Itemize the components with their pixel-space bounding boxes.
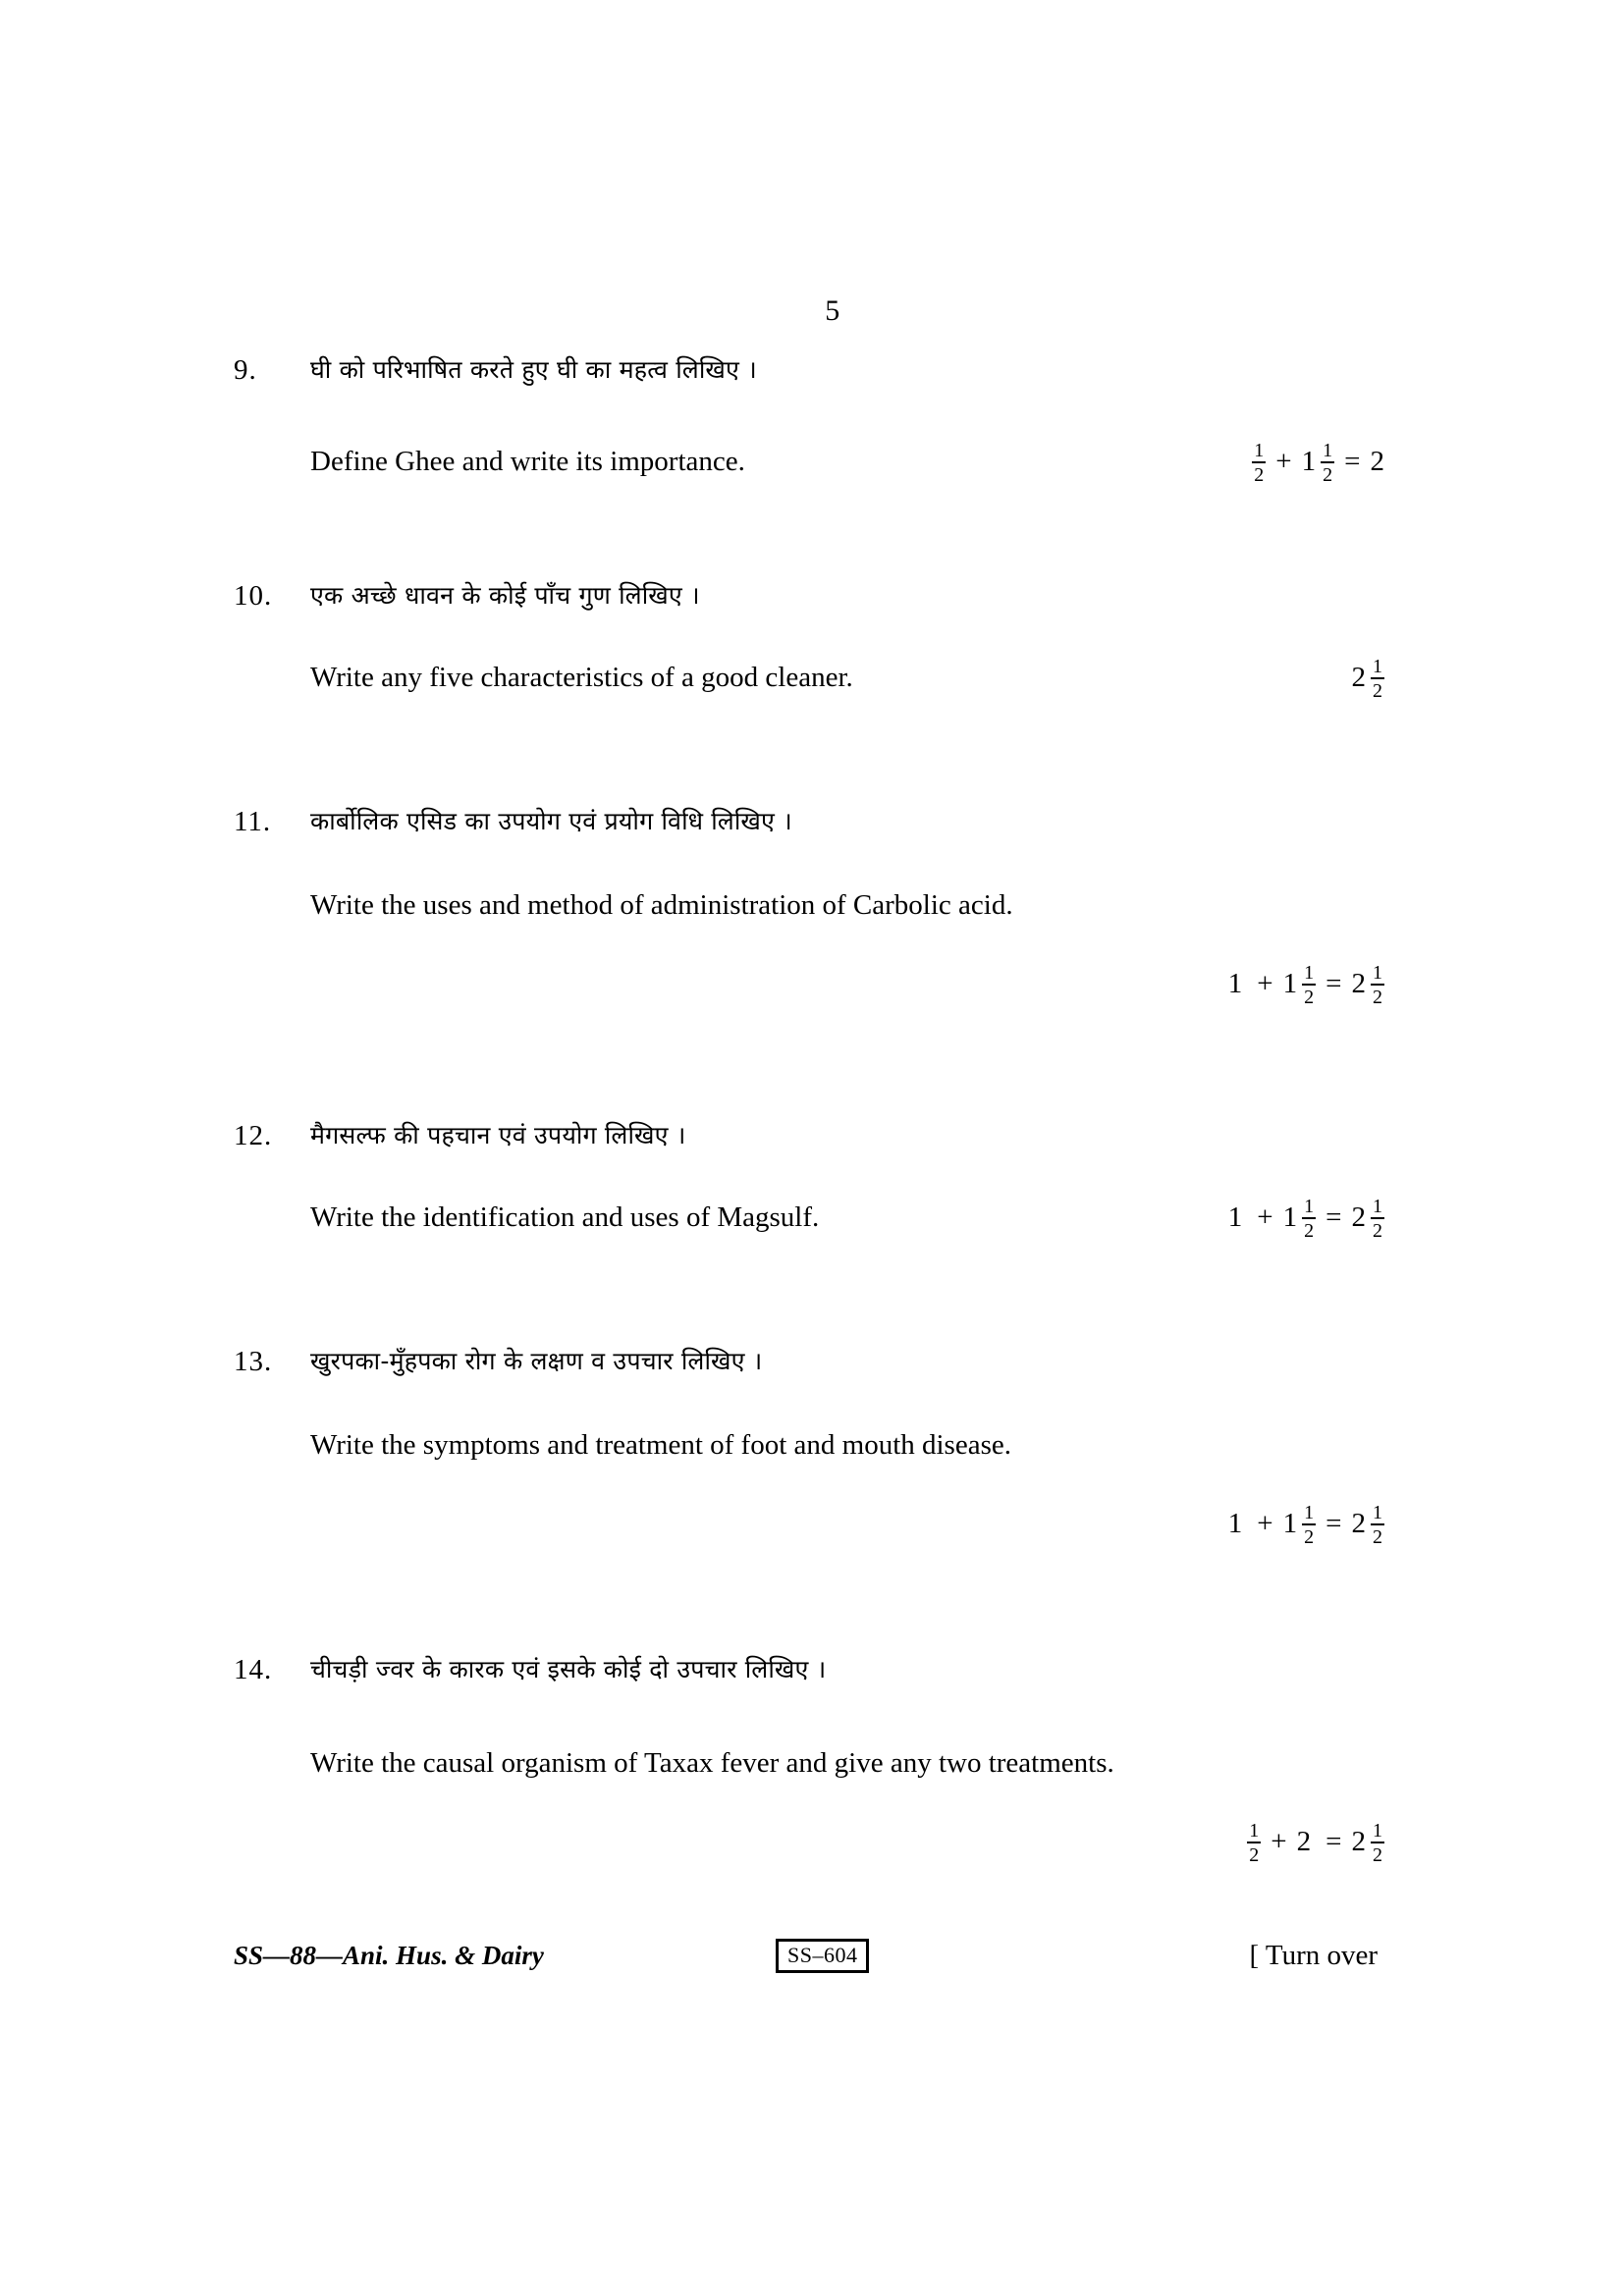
marks-row-13 — [234, 1502, 1432, 1546]
footer-boxed-code: SS–604 — [776, 1939, 869, 1973]
marks-equals: = — [1325, 968, 1342, 999]
fraction: $\frac{1}{2}$ — [1323, 439, 1333, 486]
marks-row-11 — [234, 962, 1432, 1006]
question-block-14 — [234, 1651, 1432, 1866]
marks-operator: + — [1271, 1826, 1287, 1857]
fraction: $\frac{1}{2}$ — [1254, 439, 1265, 486]
fraction: $\frac{1}{2}$ — [1373, 1195, 1382, 1242]
question-text-english-12: Write the identification and uses of Magsulf. — [310, 1201, 820, 1233]
marks-operator: + — [1275, 445, 1292, 477]
fraction: $\frac{1}{2}$ — [1373, 1820, 1382, 1866]
marks-result: 2 — [1351, 1826, 1366, 1857]
question-number-9: 9. — [234, 354, 257, 386]
marks-result: 2 — [1351, 1201, 1366, 1233]
footer-turn-over: [ Turn over — [1249, 1940, 1378, 1972]
question-number-13: 13. — [234, 1346, 273, 1377]
question-number-10: 10. — [234, 580, 273, 612]
fraction: $\frac{1}{2}$ — [1304, 962, 1315, 1008]
question-text-english-9: Define Ghee and write its importance. — [310, 445, 745, 477]
marks-whole: 1 — [1282, 1508, 1298, 1539]
marks-whole: 1 — [1301, 445, 1317, 477]
marks-whole: 1 — [1227, 1508, 1243, 1539]
marks-result: 2 — [1351, 968, 1366, 999]
question-text-english-13: Write the symptoms and treatment of foot and mouth disease. — [310, 1428, 1011, 1461]
footer-code-container — [725, 1939, 1019, 1973]
marks-result: 2 — [1351, 1508, 1366, 1539]
marks-notation-12 — [1228, 1196, 1384, 1240]
page-number: 5 — [825, 294, 840, 327]
question-text-hindi-13: खुरपका-मुँहपका रोग के लक्षण व उपचार लिखिए । — [310, 1347, 763, 1375]
question-text-english-11: Write the uses and method of administration of Carbolic acid. — [310, 888, 1013, 921]
marks-equals: = — [1325, 1201, 1342, 1233]
question-text-hindi-14: चीचड़ी ज्वर के कारक एवं इसके कोई दो उपचार लिखिए । — [310, 1655, 827, 1683]
question-block-11 — [234, 803, 1432, 1008]
question-number-12: 12. — [234, 1120, 273, 1151]
marks-notation-13 — [1228, 1502, 1384, 1546]
marks-notation-14 — [1247, 1820, 1384, 1864]
marks-notation-11 — [1228, 962, 1384, 1006]
question-block-9 — [234, 351, 1432, 484]
question-block-12 — [234, 1117, 1432, 1240]
marks-equals: = — [1325, 1826, 1342, 1857]
fraction: $\frac{1}{2}$ — [1373, 962, 1382, 1008]
marks-operator: + — [1257, 968, 1273, 999]
footer-paper-code: SS—88—Ani. Hus. & Dairy — [234, 1941, 544, 1971]
fraction: $\frac{1}{2}$ — [1304, 1502, 1315, 1548]
marks-whole: 2 — [1296, 1826, 1312, 1857]
marks-notation-9 — [1252, 440, 1384, 484]
question-text-english-14: Write the causal organism of Taxax fever and give any two treatments. — [310, 1746, 1114, 1779]
question-text-hindi-11: कार्बोलिक एसिड का उपयोग एवं प्रयोग विधि लिखिए । — [310, 807, 792, 835]
question-text-english-10: Write any five characteristics of a good cleaner. — [310, 661, 853, 693]
marks-equals: = — [1344, 445, 1361, 477]
marks-whole: 1 — [1282, 1201, 1298, 1233]
fraction: $\frac{1}{2}$ — [1249, 1820, 1260, 1866]
question-block-13 — [234, 1343, 1432, 1548]
fraction: $\frac{1}{2}$ — [1373, 1502, 1382, 1548]
fraction: $\frac{1}{2}$ — [1304, 1195, 1315, 1242]
page-footer — [234, 1939, 1432, 1973]
question-number-11: 11. — [234, 806, 272, 837]
marks-operator: + — [1257, 1508, 1273, 1539]
marks-whole: 1 — [1282, 968, 1298, 999]
marks-whole: 1 — [1227, 1201, 1243, 1233]
marks-row-14 — [234, 1820, 1432, 1864]
marks-notation-10 — [1352, 656, 1385, 700]
question-number-14: 14. — [234, 1654, 273, 1685]
marks-equals: = — [1325, 1508, 1342, 1539]
marks-operator: + — [1257, 1201, 1273, 1233]
fraction: $\frac{1}{2}$ — [1373, 655, 1382, 702]
marks-whole: 1 — [1227, 968, 1243, 999]
question-text-hindi-12: मैगसल्फ की पहचान एवं उपयोग लिखिए । — [310, 1121, 686, 1149]
marks-result: 2 — [1370, 445, 1384, 477]
question-text-hindi-10: एक अच्छे धावन के कोई पाँच गुण लिखिए । — [310, 581, 700, 610]
marks-result: 2 — [1351, 661, 1366, 693]
question-block-10 — [234, 577, 1432, 700]
question-text-hindi-9: घी को परिभाषित करते हुए घी का महत्व लिखिए । — [310, 355, 757, 384]
